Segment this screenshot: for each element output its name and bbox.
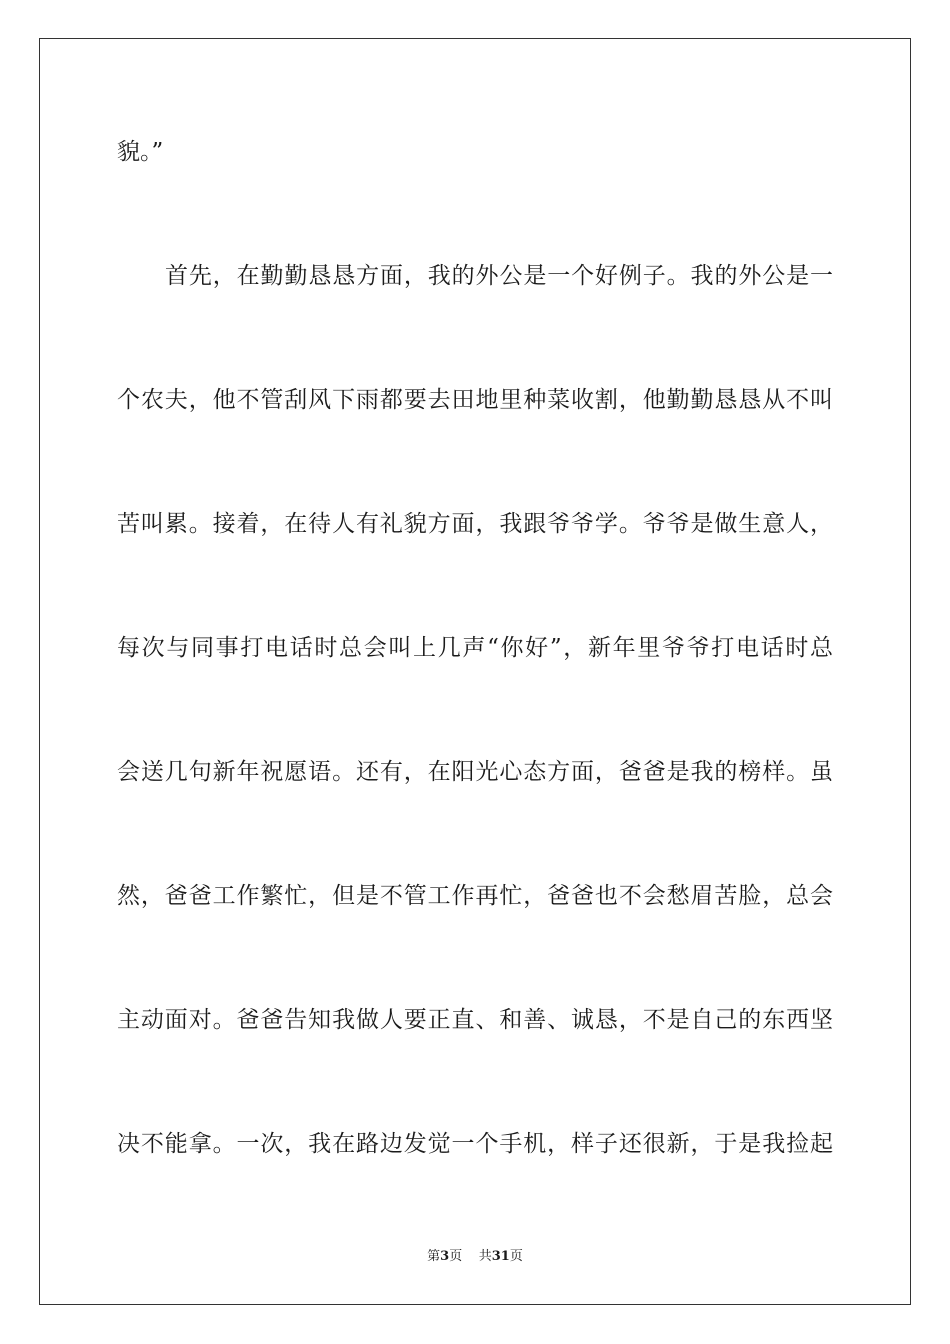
text-line-2: 首先，在勤勤恳恳方面，我的外公是一个好例子。我的外公是一 bbox=[165, 263, 833, 289]
text-line-5: 每次与同事打电话时总会叫上几声“你好”，新年里爷爷打电话时总 bbox=[117, 635, 833, 661]
text-line-1: 貌。” bbox=[117, 139, 164, 165]
footer-page-number: 3 bbox=[440, 1249, 450, 1264]
footer-page-suffix: 页 bbox=[449, 1249, 463, 1264]
text-line-6: 会送几句新年祝愿语。还有，在阳光心态方面，爸爸是我的榜样。虽 bbox=[117, 759, 833, 785]
page-footer bbox=[0, 1248, 950, 1266]
footer-total-suffix: 页 bbox=[509, 1249, 523, 1264]
page-border bbox=[39, 38, 911, 1305]
text-line-8: 主动面对。爸爸告知我做人要正直、和善、诚恳，不是自己的东西坚 bbox=[117, 1007, 833, 1033]
text-line-7: 然，爸爸工作繁忙，但是不管工作再忙，爸爸也不会愁眉苦脸，总会 bbox=[117, 883, 833, 909]
text-line-9: 决不能拿。一次，我在路边发觉一个手机，样子还很新，于是我捡起 bbox=[117, 1131, 833, 1157]
text-line-4: 苦叫累。接着，在待人有礼貌方面，我跟爷爷学。爷爷是做生意人， bbox=[117, 511, 833, 537]
text-line-3: 个农夫，他不管刮风下雨都要去田地里种菜收割，他勤勤恳恳从不叫 bbox=[117, 387, 833, 413]
footer-total-pages: 31 bbox=[491, 1249, 510, 1264]
footer-total-prefix: 共 bbox=[478, 1249, 492, 1264]
footer-page-prefix: 第 bbox=[427, 1249, 441, 1264]
